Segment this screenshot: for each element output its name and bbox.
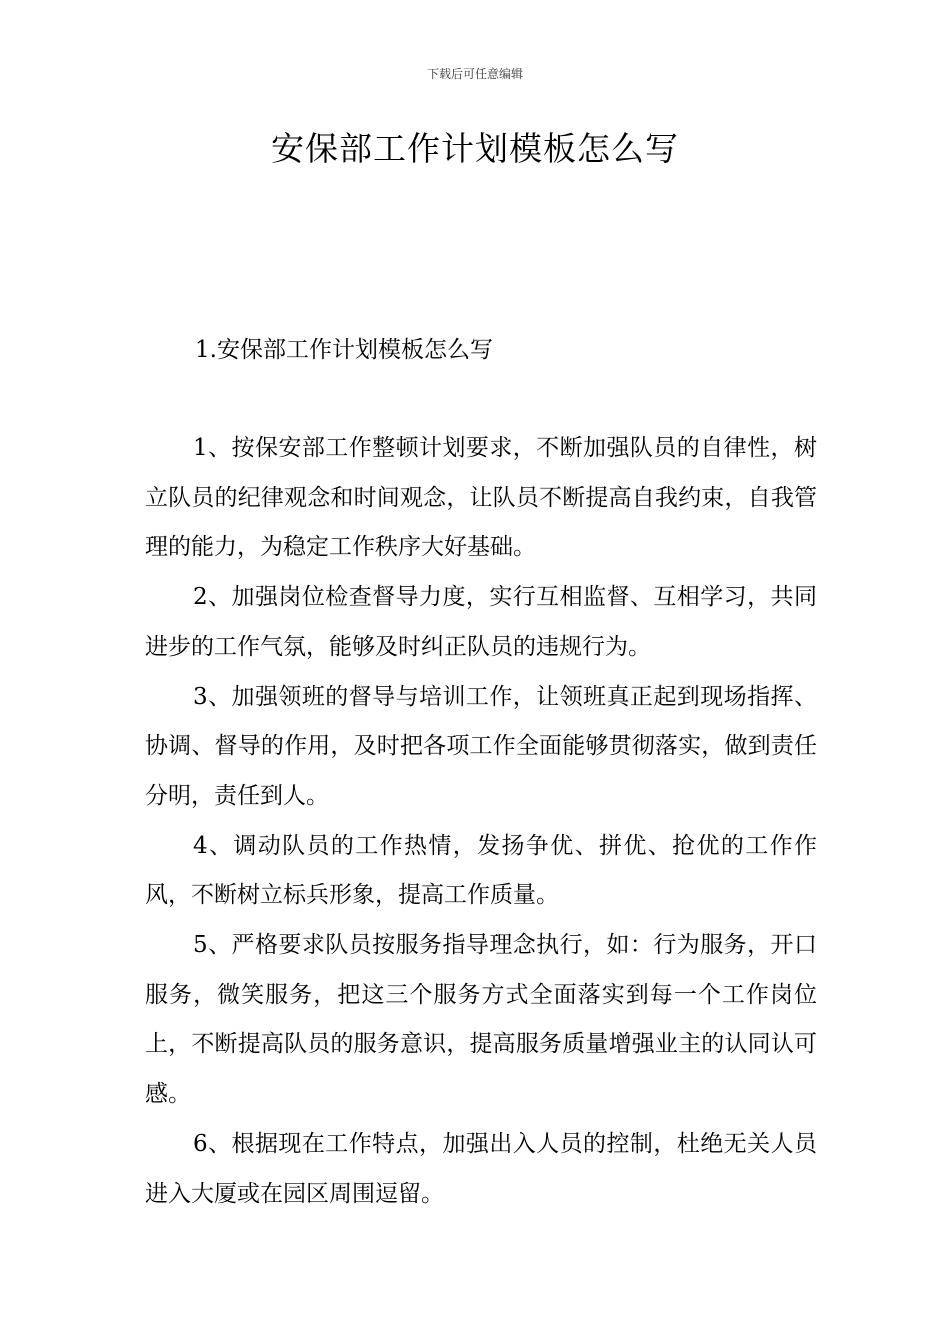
document-title: 安保部工作计划模板怎么写: [271, 129, 679, 168]
paragraph-5: 5、严格要求队员按服务指导理念执行，如：行为服务，开口服务，微笑服务，把这三个服务方式全面落实到每一个工作岗位上，不断提高队员的服务意识，提高服务质量增强业主的认同认可感。: [145, 932, 817, 1108]
header-note: 下载后可任意编辑: [426, 67, 523, 81]
paragraph-4: 4、调动队员的工作热情，发扬争优、拼优、抢优的工作作风，不断树立标兵形象，提高工作质量。: [145, 832, 817, 909]
document-body: [145, 424, 817, 1219]
paragraph-3: 3、加强领班的督导与培训工作，让领班真正起到现场指挥、协调、督导的作用，及时把各项工作全面能够贯彻落实，做到责任分明，责任到人。: [145, 683, 817, 809]
paragraph-1: 1、按保安部工作整顿计划要求，不断加强队员的自律性，树立队员的纪律观念和时间观念，让队员不断提高自我约束，自我管理的能力，为稳定工作秩序大好基础。: [145, 435, 817, 561]
paragraph-2: 2、加强岗位检查督导力度，实行互相监督、互相学习，共同进步的工作气氛，能够及时纠正队员的违规行为。: [145, 584, 817, 660]
section-heading: 1.安保部工作计划模板怎么写: [195, 337, 493, 363]
paragraph-6: 6、根据现在工作特点，加强出入人员的控制，杜绝无关人员进入大厦或在园区周围逗留。: [145, 1130, 817, 1207]
